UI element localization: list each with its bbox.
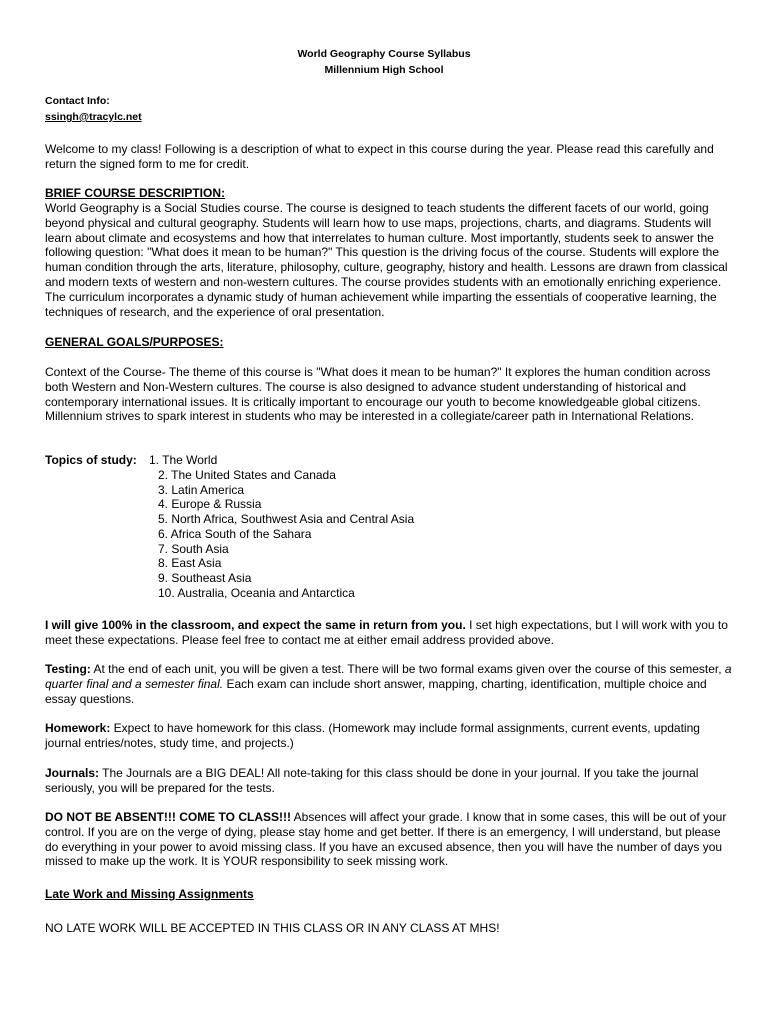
topic-item: 5. North Africa, Southwest Asia and Central Asia: [158, 512, 415, 527]
school-name: Millennium High School: [324, 64, 444, 76]
topic-item: 10. Australia, Oceania and Antarctica: [158, 585, 355, 600]
journals-paragraph: [45, 766, 735, 796]
welcome-paragraph: Welcome to my class! Following is a description of what to expect in this course during the year. Please read this carefully and return the signed form to me for credit.: [45, 142, 714, 171]
topic-item: 2. The United States and Canada: [158, 468, 336, 482]
topic-item: 1. The World: [149, 453, 218, 467]
topic-item: 4. Europe & Russia: [158, 497, 262, 512]
contact-label: Contact Info:: [45, 95, 110, 107]
testing-text: At the end of each unit, you will be given a test. There will be two formal exams given over the course of this semester,: [90, 662, 725, 676]
contact-email-link[interactable]: ssingh@tracylc.net: [45, 111, 142, 123]
document-title: World Geography Course Syllabus: [297, 48, 471, 60]
testing-label: Testing:: [45, 662, 91, 676]
commitment-bold: I will give 100% in the classroom, and expect the same in return from you.: [45, 618, 466, 632]
topic-item: 9. Southeast Asia: [158, 570, 252, 585]
absence-paragraph: [45, 810, 735, 869]
topics-label: Topics of study:: [45, 453, 137, 467]
homework-text: Expect to have homework for this class. (Homework may include formal assignments, current events, updating journal entries/notes, study time, and projects.): [45, 721, 700, 750]
general-goals-text: Context of the Course- The theme of this course is "What does it mean to be human?" It explores the human condition across both Western and Non-Western cultures. The course is also designed to advance student understanding of historical and contemporary international issues. It is critically important to encourage our youth to become knowledgeable global citizens. Millennium strives to spark interest in students who may be interested in a collegiate/career path in International Relations.: [45, 365, 711, 424]
absence-label: DO NOT BE ABSENT!!! COME TO CLASS!!!: [45, 810, 291, 824]
commitment-paragraph: [45, 618, 735, 648]
absence-text: Absences will affect your grade. I know that in some cases, this will be out of your control. If you are on the verge of dying, please stay home and get better. If there is an emergency, I will understand, but please do everything in your power to avoid missing class. If you have an excused absence, then you will have the number of days you missed to make up the work. It is YOUR responsibility to seek missing work.: [45, 810, 727, 869]
topic-item: 7. South Asia: [158, 541, 229, 556]
topic-item: 6. Africa South of the Sahara: [158, 526, 312, 541]
journals-label: Journals:: [45, 766, 100, 780]
general-goals-heading: GENERAL GOALS/PURPOSES:: [45, 335, 224, 349]
commitment-text: I set high expectations, but I will work with you to meet these expectations. Please feel free to contact me at either email address provided above.: [45, 618, 728, 647]
testing-italic: a quarter final and a semester final.: [45, 662, 732, 691]
late-work-text: NO LATE WORK WILL BE ACCEPTED IN THIS CLASS OR IN ANY CLASS AT MHS!: [45, 921, 500, 935]
testing-paragraph: [45, 662, 735, 706]
brief-description-heading: BRIEF COURSE DESCRIPTION:: [45, 186, 226, 200]
homework-label: Homework:: [45, 721, 111, 735]
journals-text: The Journals are a BIG DEAL! All note-taking for this class should be done in your journal. If you take the journal seriously, you will be prepared for the tests.: [45, 766, 699, 795]
homework-paragraph: [45, 721, 735, 751]
topic-item: 3. Latin America: [158, 482, 245, 497]
topics-list: [158, 468, 414, 600]
late-work-heading: Late Work and Missing Assignments: [45, 887, 254, 901]
topic-item: 8. East Asia: [158, 556, 222, 571]
brief-description-text: World Geography is a Social Studies course. The course is designed to teach students the different facets of our world, going beyond physical and cultural geography. Students will learn how to use maps, projections, charts, and diagrams. Students will learn about climate and ecosystems and how that interrelates to human culture. Most importantly, students seek to answer the following question: "What does it mean to be human?" This question is the driving focus of the course. Students will explore the human condition through the arts, literature, philosophy, culture, geography, history and health. Lessons are drawn from classical and modern texts of western and non-western cultures. The course provides students with an emotionally enriching experience. The curriculum incorporates a dynamic study of human achievement while imparting the essentials of cooperative learning, the techniques of research, and the experience of oral presentation.: [45, 201, 728, 319]
testing-text-2: Each exam can include short answer, mapping, charting, identification, multiple choice and essay questions.: [45, 676, 707, 706]
